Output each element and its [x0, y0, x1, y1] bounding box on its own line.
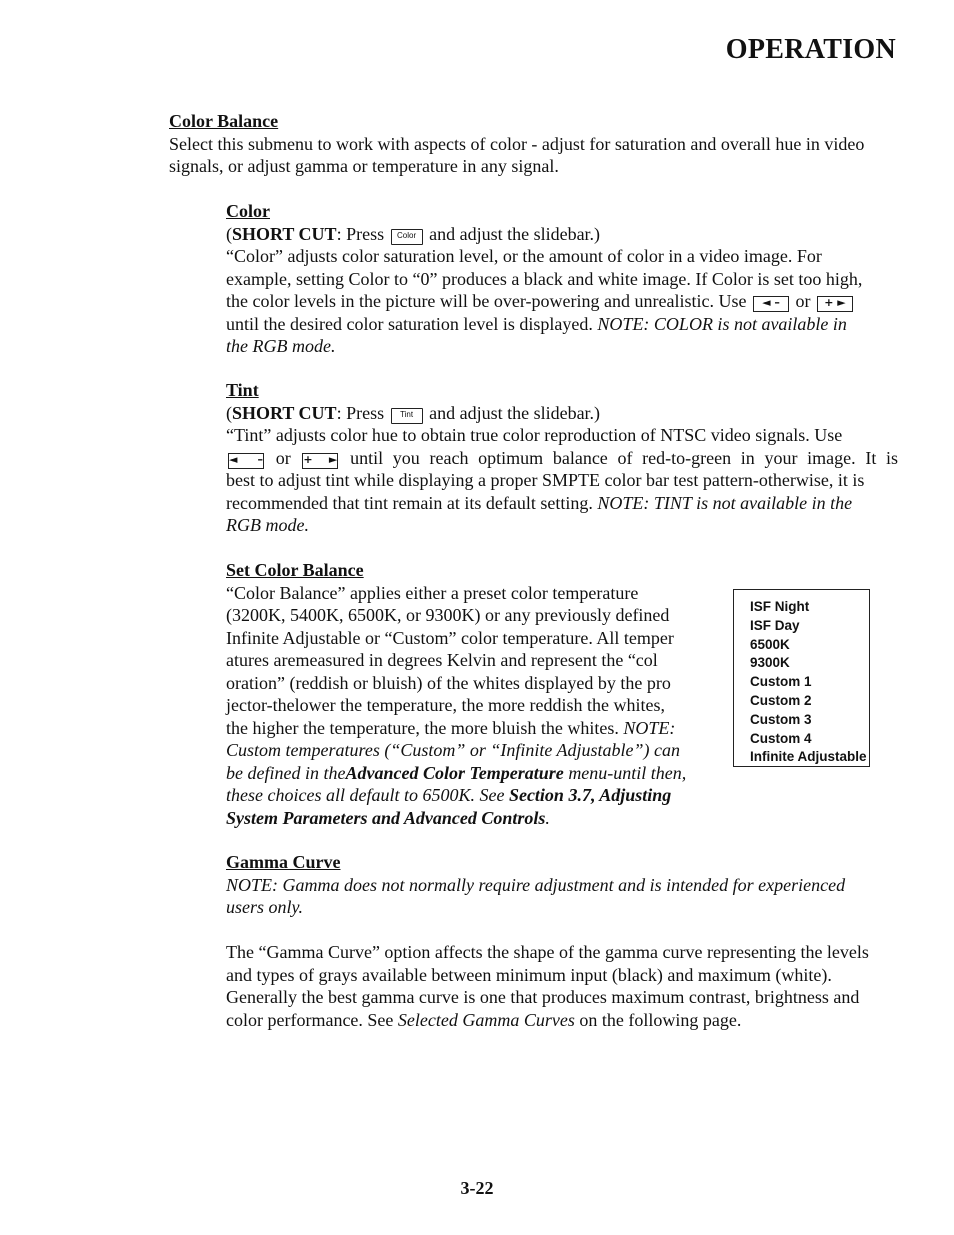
shortcut-after: and adjust the slidebar.)	[429, 402, 601, 423]
gamma-plain: on the following page.	[579, 1009, 742, 1030]
scb-note: Custom temperatures (“Custom” or “Infinite Adjustable”) can	[226, 740, 681, 760]
scb-line: (3200K, 5400K, 6500K, or 9300K) or any previously defined	[226, 605, 670, 625]
scb-note: be defined in the	[226, 762, 346, 783]
scb-note-line	[226, 739, 726, 762]
section-heading-color-balance: Color Balance	[169, 111, 279, 131]
scb-note-line	[226, 784, 726, 807]
scb-line: jector-thelower the temperature, the more reddish the whites,	[226, 695, 665, 715]
color-note: NOTE: COLOR is not available in	[597, 313, 847, 334]
tint-line-with-keys	[226, 447, 898, 470]
set-color-balance-section	[226, 559, 726, 829]
shortcut-label: SHORT CUT	[232, 223, 337, 244]
color-note-end	[226, 335, 898, 358]
scb-note: NOTE:	[623, 717, 676, 738]
plus-right-arrow-key-icon: + ►	[817, 296, 853, 312]
color-section	[226, 200, 898, 358]
gamma-section	[226, 851, 898, 1031]
gamma-ref: Selected Gamma Curves	[397, 1009, 575, 1030]
tint-section	[226, 379, 898, 537]
menu-item[interactable]: Custom 2	[750, 692, 812, 708]
scb-bold-ref: System Parameters and Advanced Controls	[226, 807, 546, 828]
menu-item[interactable]: Custom 1	[750, 674, 812, 690]
subheading-gamma-curve: Gamma Curve	[226, 852, 341, 872]
color-shortcut	[226, 223, 898, 246]
menu-item[interactable]: 6500K	[750, 636, 790, 652]
scb-note: menu-until then,	[568, 762, 687, 783]
color-balance-menu	[733, 589, 870, 767]
shortcut-press: : Press	[336, 223, 385, 244]
scb-line: oration” (reddish or bluish) of the whites displayed by the pro	[226, 672, 671, 693]
scb-note: .	[545, 807, 550, 828]
subheading-tint: Tint	[226, 380, 259, 400]
scb-line: Infinite Adjustable or “Custom” color temperature. All temper	[226, 627, 674, 648]
gamma-line: and types of grays available between minimum input (black) and maximum (white).	[226, 964, 832, 985]
scb-note-line	[226, 807, 726, 830]
scb-note: these choices all default to 6500K. See	[226, 785, 505, 805]
or-word: or	[275, 447, 291, 468]
gamma-note: NOTE: Gamma does not normally require adjustment and is intended for experienced	[226, 874, 846, 895]
tint-shortcut	[226, 402, 898, 425]
gamma-line-ref	[226, 1009, 898, 1032]
left-arrow-minus-key-icon: ◄ –	[228, 453, 264, 469]
gamma-line: Generally the best gamma curve is one that produces maximum contrast, brightness and	[226, 987, 860, 1007]
gamma-line: The “Gamma Curve” option affects the shape of the gamma curve representing the levels	[226, 942, 869, 962]
color-note: the RGB mode.	[226, 336, 336, 356]
tint-line-plain: recommended that tint remain at its default setting.	[226, 492, 593, 513]
tint-note: RGB mode.	[226, 515, 309, 535]
scb-line: “Color Balance” applies either a preset color temperature	[226, 582, 639, 603]
scb-bold-ref: Section 3.7, Adjusting	[508, 785, 672, 805]
color-line: example, setting Color to “0” produces a black and white image. If Color is set too high,	[226, 268, 863, 289]
shortcut-label: SHORT CUT	[232, 402, 337, 423]
menu-item[interactable]: ISF Night	[750, 599, 810, 614]
color-line-with-keys	[226, 290, 898, 313]
spacer	[226, 919, 898, 942]
color-line: “Color” adjusts color saturation level, or the amount of color in a video image. For	[226, 246, 822, 266]
left-arrow-minus-key-icon: ◄ –	[753, 296, 789, 312]
menu-item[interactable]: 9300K	[750, 655, 790, 671]
intro-line: signals, or adjust gamma or temperature in any signal.	[169, 156, 559, 176]
subheading-set-color-balance: Set Color Balance	[226, 560, 364, 580]
scb-line: atures aremeasured in degrees Kelvin and represent the “col	[226, 650, 658, 670]
menu-item[interactable]: ISF Day	[750, 617, 800, 633]
scb-line-note	[226, 717, 726, 740]
scb-note-line	[226, 762, 726, 785]
gamma-note: users only.	[226, 897, 304, 917]
scb-plain: the higher the temperature, the more bluish the whites.	[226, 717, 619, 738]
color-line: the color levels in the picture will be over-powering and unrealistic. Use	[226, 291, 747, 311]
gamma-note-line	[226, 874, 898, 897]
page-number: 3-22	[460, 1178, 494, 1198]
or-word: or	[795, 291, 811, 311]
tint-line: best to adjust tint while displaying a proper SMPTE color bar test pattern-otherwise, it is	[226, 470, 865, 490]
menu-item[interactable]: Custom 4	[750, 730, 812, 746]
shortcut-press: : Press	[336, 402, 385, 423]
color-key-icon: Color	[391, 229, 423, 245]
color-line-note	[226, 313, 898, 336]
tint-key-icon: Tint	[391, 408, 423, 424]
tint-line-note	[226, 492, 898, 515]
intro-line: Select this submenu to work with aspects of color - adjust for saturation and overall hue in video	[169, 133, 865, 154]
scb-bold-ref: Advanced Color Temperature	[345, 762, 564, 783]
subheading-color: Color	[226, 201, 270, 221]
gamma-note-line	[226, 896, 898, 919]
paren-open: (	[226, 402, 232, 423]
tint-note-end	[226, 514, 898, 537]
gamma-plain: color performance. See	[226, 1009, 394, 1030]
tint-line: until you reach optimum balance of red-to-green in your image. It is	[350, 447, 899, 468]
menu-item[interactable]: Infinite Adjustable	[750, 749, 867, 765]
page-header-title: OPERATION	[725, 34, 896, 65]
menu-item[interactable]: Custom 3	[750, 711, 812, 727]
tint-line: “Tint” adjusts color hue to obtain true color reproduction of NTSC video signals. Use	[226, 425, 843, 445]
shortcut-after: and adjust the slidebar.)	[429, 223, 601, 244]
intro-section	[169, 110, 899, 178]
color-line-plain: until the desired color saturation level is displayed.	[226, 313, 593, 334]
plus-right-arrow-key-icon: + ►	[302, 453, 338, 469]
paren-open: (	[226, 223, 232, 244]
tint-note: NOTE: TINT is not available in the	[597, 492, 853, 513]
